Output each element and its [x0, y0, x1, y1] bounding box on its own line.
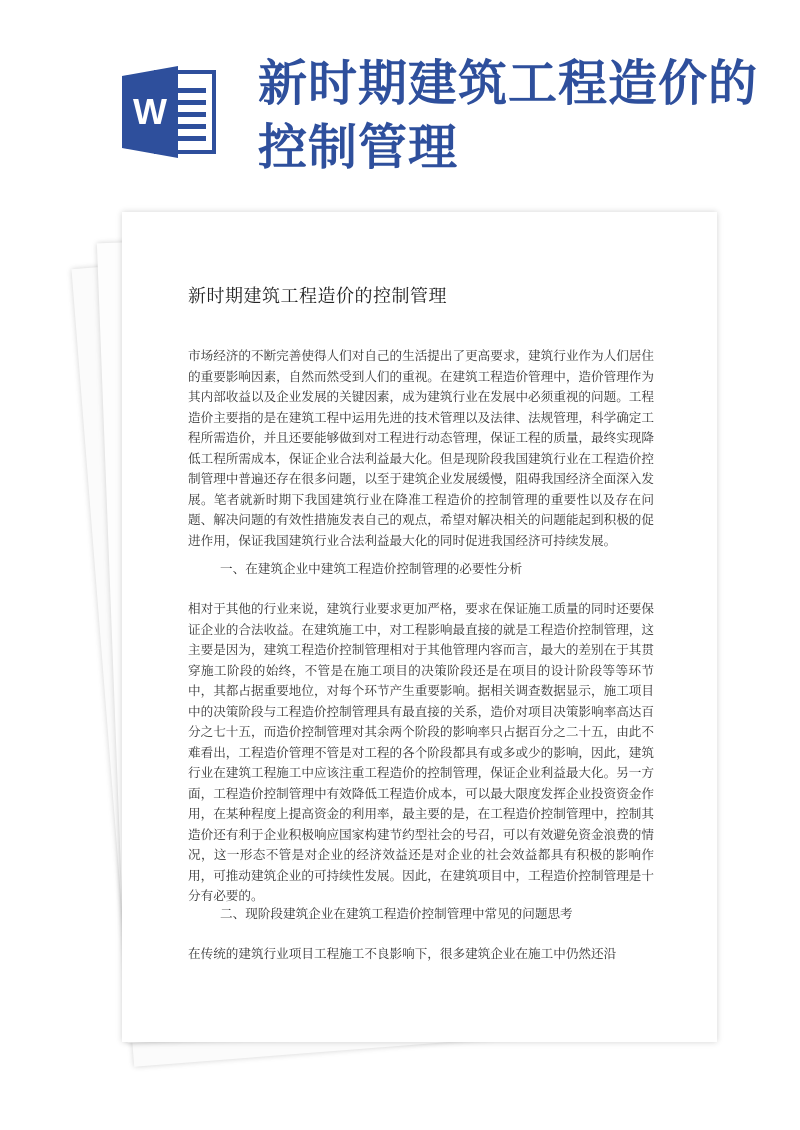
section-heading-2: 二、现阶段建筑企业在建筑工程造价控制管理中常见的问题思考 [220, 906, 573, 921]
svg-text:W: W [133, 91, 167, 132]
paragraph-problems: 在传统的建筑行业项目工程施工不良影响下，很多建筑企业在施工中仍然还沿 [188, 946, 617, 961]
paragraph-intro: 市场经济的不断完善使得人们对自己的生活提出了更高要求，建筑行业作为人们居住的重要影响因素，自然而然受到人们的重视。在建筑工程造价管理中，造价管理作为其内部收益以及企业发展的关键因素，成为建筑行业在发展中必须重视的问题。工程造价主要指的是在建筑工程中运用先进的技术管理以及法律、法规管理，科学确定工程所需造价，并且还要能够做到对工程进行动态管理，保证工程的质量，最终实现降低工程所需成本，保证企业合法利益最大化。但是现阶段我国建筑行业在工程造价控制管理中普遍还存在很多问题，以至于建筑企业发展缓慢，阻碍我国经济全面深入发展。笔者就新时期下我国建筑行业在降准工程造价的控制管理的重要性以及存在问题、解决问题的有效性措施发表自己的观点，希望对解决相关的问题能起到积极的促进作用，保证我国建筑行业合法利益最大化的同时促进我国经济可持续发展。 [188, 348, 654, 548]
section-heading-1: 一、在建筑企业中建筑工程造价控制管理的必要性分析 [220, 561, 523, 576]
banner-title: 新时期建筑工程造价的控制管理 [258, 55, 759, 176]
document-page [122, 212, 717, 1042]
paragraph-necessity: 相对于其他的行业来说，建筑行业要求更加严格，要求在保证施工质量的同时还要保证企业的合法收益。在建筑施工中，对工程影响最直接的就是工程造价控制管理，这主要是因为，建筑工程造价控制管理相对于其他管理内容而言，最大的差别在于其贯穿施工阶段的始终，不管是在施工项目的决策阶段还是在项目的设计阶段等等环节中，其都占据重要地位，对每个环节产生重要影响。据相关调查数据显示，施工项目中的决策阶段与工程造价控制管理具有最直接的关系，造价对项目决策影响率高达百分之七十五，而造价控制管理对其余两个阶段的影响率只占据百分之二十五，由此不难看出，工程造价管理不管是对工程的各个阶段都具有或多或少的影响，因此，建筑行业在建筑工程施工中应该注重工程造价的控制管理，保证企业利益最大化。另一方面，工程造价控制管理中有效降低工程造价成本，可以最大限度发挥企业投资资金作用，在某种程度上提高资金的利用率，最主要的是，在工程造价控制管理中，控制其造价还有利于企业积极响应国家构建节约型社会的号召，可以有效避免资金浪费的情况，这一形态不管是对企业的经济效益还是对企业的社会效益都具有积极的影响作用，可推动建筑企业的可持续性发展。因此，在建筑项目中，工程造价控制管理是十分有必要的。 [188, 601, 654, 903]
document-title: 新时期建筑工程造价的控制管理 [188, 286, 447, 307]
word-document-icon [120, 62, 220, 162]
